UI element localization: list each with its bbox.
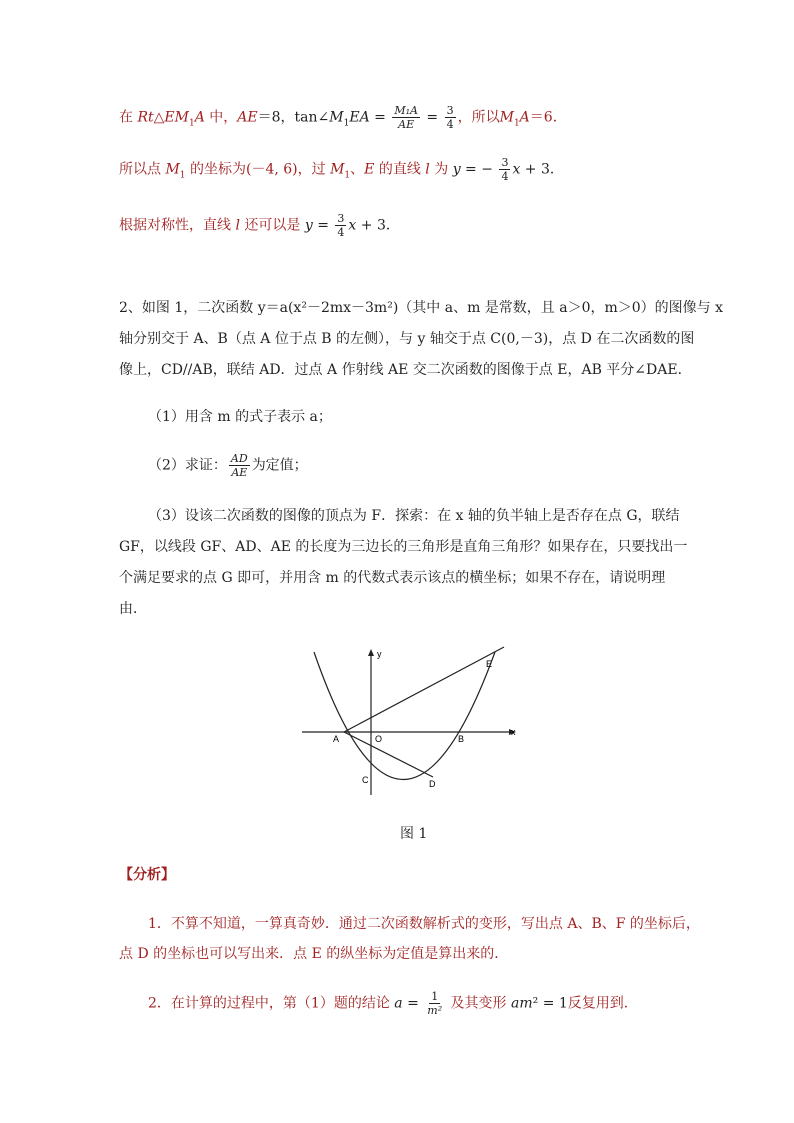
text: 反复用到． bbox=[567, 995, 638, 1012]
problem-line-1: 2、如图 1，二次函数 y＝a(x²－2mx－3m²)（其中 a、m 是常数，且 a＞0，m＞0）的图像与 x bbox=[119, 300, 724, 316]
text: EA bbox=[349, 109, 370, 126]
analysis-line-1: 1．不算不知道，一算真奇妙．通过二次函数解析式的变形，写出点 A、B、F 的坐标后， bbox=[148, 916, 700, 932]
label-x: x bbox=[511, 727, 516, 737]
label-b: B bbox=[458, 734, 465, 744]
numerator: 3 bbox=[446, 104, 454, 117]
fraction-3-4 bbox=[335, 212, 346, 239]
denominator: 4 bbox=[501, 170, 509, 183]
text: y bbox=[452, 161, 461, 178]
text: l bbox=[235, 217, 240, 234]
text: + 3． bbox=[520, 161, 564, 178]
fraction-3-4 bbox=[499, 156, 510, 183]
text: AE bbox=[237, 109, 258, 126]
text: 1 bbox=[513, 118, 520, 129]
text: A bbox=[194, 109, 205, 126]
text: = bbox=[402, 995, 424, 1012]
fraction-m1a-ae bbox=[392, 104, 420, 131]
parabola-figure bbox=[302, 645, 520, 797]
text: ＝8，tan∠ bbox=[257, 109, 330, 126]
text: M bbox=[330, 161, 345, 178]
segment-ad bbox=[344, 732, 433, 777]
fraction-ad-ae bbox=[229, 452, 250, 479]
question-3-line-4: 由． bbox=[119, 601, 147, 617]
label-y: y bbox=[377, 649, 382, 659]
text: 1 bbox=[343, 118, 350, 129]
text: + 3． bbox=[356, 217, 400, 234]
text: x bbox=[348, 217, 357, 234]
question-3-line-2: GF，以线段 GF、AD、AE 的长度为三边长的三角形是直角三角形？如果存在，只要找出一 bbox=[119, 539, 688, 555]
text: 中， bbox=[204, 109, 238, 126]
text: Rt bbox=[137, 109, 154, 126]
question-1: （1）用含 m 的式子表示 a； bbox=[148, 409, 332, 425]
text: （2）求证： bbox=[148, 457, 227, 474]
text: 在 bbox=[119, 109, 138, 126]
fraction-3-4 bbox=[445, 104, 456, 131]
denominator: AE bbox=[398, 118, 415, 131]
figure-caption: 图 1 bbox=[400, 826, 428, 842]
label-d: D bbox=[429, 779, 436, 789]
problem-line-2: 轴分别交于 A、B（点 A 位于点 B 的左侧），与 y 轴交于点 C(0,－3)，点 D 在二次函数的图 bbox=[119, 331, 695, 347]
analysis-heading: 【分析】 bbox=[119, 867, 175, 883]
text: 根据对称性，直线 bbox=[119, 217, 236, 234]
text: 还可以是 bbox=[239, 217, 305, 234]
solution-line-3 bbox=[119, 212, 400, 239]
text: x bbox=[512, 161, 521, 178]
text: E bbox=[364, 161, 375, 178]
parabola-curve bbox=[314, 652, 495, 780]
text: M bbox=[329, 109, 344, 126]
analysis-line-2: 点 D 的坐标也可以写出来．点 E 的纵坐标为定值是算出来的． bbox=[119, 946, 509, 962]
text: 、 bbox=[350, 161, 365, 178]
text: l bbox=[425, 161, 430, 178]
label-o: O bbox=[375, 734, 383, 744]
denominator: m² bbox=[427, 1004, 443, 1017]
numerator: 3 bbox=[337, 212, 345, 225]
question-3-line-1: （3）设该二次函数的图像的顶点为 F．探索：在 x 轴的负半轴上是否存在点 G，联结 bbox=[148, 508, 680, 524]
label-a: A bbox=[333, 734, 340, 744]
label-e: E bbox=[486, 659, 493, 669]
question-3-line-3: 个满足要求的点 G 即可，并用含 m 的代数式表示该点的横坐标；如果不存在，请说明理 bbox=[119, 570, 666, 586]
numerator: AD bbox=[230, 452, 248, 465]
text: am bbox=[511, 995, 533, 1012]
text: 的直线 bbox=[374, 161, 426, 178]
text: △ bbox=[153, 109, 165, 126]
text: ，所以 bbox=[457, 109, 500, 126]
text: ² = 1 bbox=[532, 995, 568, 1012]
text: = bbox=[312, 217, 334, 234]
text: M bbox=[499, 109, 514, 126]
numerator: M₁A bbox=[394, 104, 418, 117]
text: = bbox=[421, 109, 443, 126]
numerator: 3 bbox=[501, 156, 509, 169]
denominator: 4 bbox=[337, 226, 345, 239]
denominator: 4 bbox=[446, 118, 454, 131]
fraction-1-m2 bbox=[425, 990, 444, 1017]
problem-line-3: 像上，CD//AB，联结 AD．过点 A 作射线 AE 交二次函数的图像于点 E，AB 平分∠DAE． bbox=[119, 362, 692, 378]
text: 1 bbox=[188, 118, 195, 129]
text: y bbox=[304, 217, 313, 234]
solution-line-1 bbox=[119, 104, 567, 135]
y-axis-arrow bbox=[368, 649, 374, 656]
text: M bbox=[165, 161, 180, 178]
question-2 bbox=[148, 452, 308, 479]
text: 及其变形 bbox=[446, 995, 512, 1012]
text: 所以点 bbox=[119, 161, 166, 178]
text: 1 bbox=[344, 170, 351, 181]
text: 的坐标为(－4, 6)，过 bbox=[185, 161, 331, 178]
text: 2．在计算的过程中，第（1）题的结论 bbox=[148, 995, 395, 1012]
solution-line-2 bbox=[119, 156, 564, 187]
text: = bbox=[369, 109, 391, 126]
text: ＝6． bbox=[529, 109, 567, 126]
text: 为定值； bbox=[251, 457, 308, 474]
text: 1 bbox=[179, 170, 186, 181]
label-c: C bbox=[362, 775, 369, 785]
numerator: 1 bbox=[431, 990, 439, 1003]
text: A bbox=[519, 109, 530, 126]
text: a bbox=[394, 995, 403, 1012]
denominator: AE bbox=[231, 466, 248, 479]
text: 为 bbox=[429, 161, 453, 178]
text: EM bbox=[164, 109, 189, 126]
text: = − bbox=[460, 161, 493, 178]
analysis-line-3 bbox=[148, 990, 638, 1017]
